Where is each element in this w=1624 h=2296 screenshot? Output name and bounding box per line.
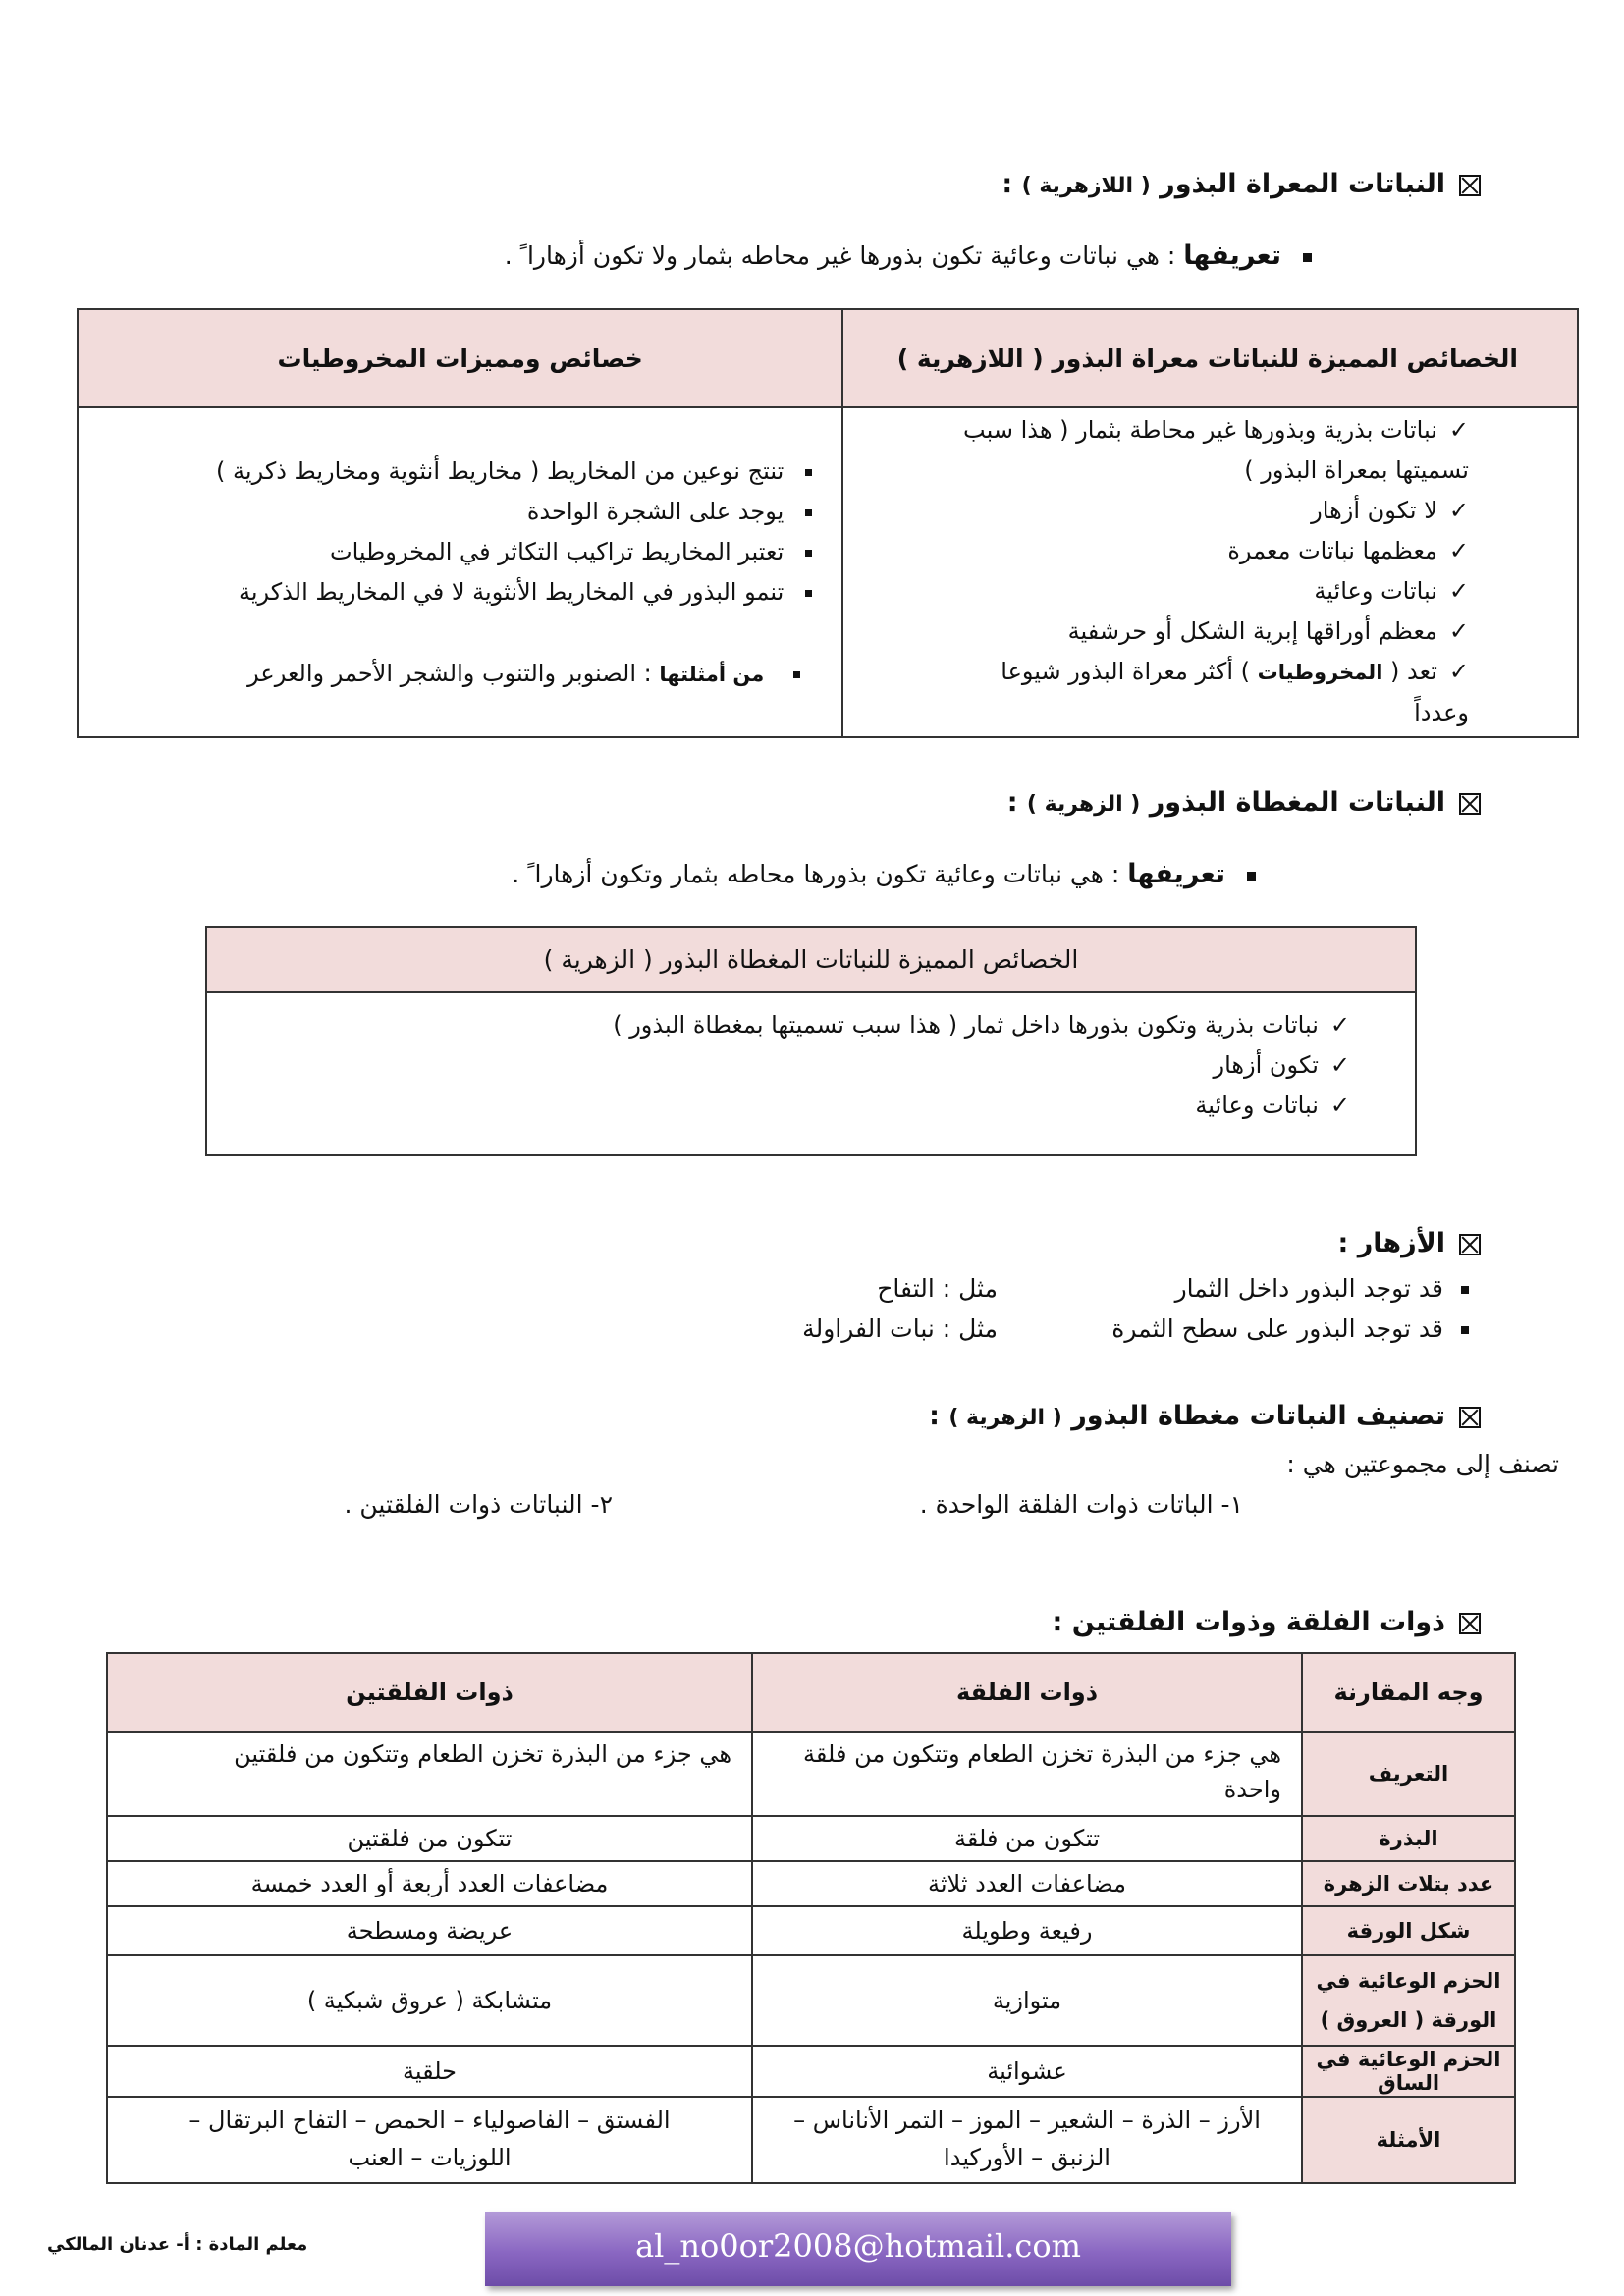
bullet-square-icon [805,550,812,557]
header-cell: ذوات الفلقتين [107,1653,752,1732]
table-row [107,1732,1515,1816]
table-row [107,2046,1515,2097]
item-text: لا تكون أزهار [1311,497,1437,524]
cell: مضاعفات العدد أربعة أو العدد خمسة [107,1861,752,1906]
bullet-square-icon [805,509,812,516]
cell: متوازية [752,1955,1302,2046]
item-text: نباتات وعائية [1314,577,1437,605]
angiosperm-table [205,926,1417,1156]
flowers-example-1: مثل : التفاح [877,1274,998,1303]
cell: الفستق – الفاصولياء – الحمص – التفاح البرتقال – اللوزيات – العنب [107,2097,752,2183]
table-row [107,1906,1515,1955]
header-cell: ذوات الفلقة [752,1653,1302,1732]
check-icon: ✓ [1448,658,1469,685]
bullet-square-icon [805,469,812,476]
bullet-square-icon [1303,253,1312,262]
teacher-name: معلم المادة : أ- عدنان المالكي [47,2234,308,2255]
table-row [107,1955,1515,2046]
row-text: قد توجد البذور على سطح الثمرة [1111,1314,1443,1343]
check-icon: ✓ [1448,577,1469,605]
item-text: نباتات بذرية وبذورها غير محاطة بثمار ( هذا سبب تسميتها بمعراة البذور ) [963,416,1469,484]
list-item [951,491,1469,531]
examples-text: : الصنوبر والتنوب والشجر الأحمر والعرعر [247,660,660,687]
classification-group-1: ١- الباتات ذوات الفلقة الواحدة . [919,1490,1243,1519]
list-item [951,571,1469,612]
list-item [98,452,812,492]
classification-group-2: ٢- النباتات ذوات الفلقتين . [344,1490,613,1519]
item-text: تعتبر المخاريط تراكيب التكاثر في المخروطيات [330,538,785,565]
item-text: تكون أزهار [1213,1051,1319,1079]
heading-text: تصنيف النباتات مغطاة البذور [1071,1401,1445,1431]
table-row [107,1816,1515,1861]
item-text-pre: تعد ( [1382,658,1437,685]
cell: تتكون من فلقة [752,1816,1302,1861]
heading-paren: ( الزهرية ) [948,1406,1062,1430]
check-icon: ✓ [1329,1051,1350,1079]
definition-label: تعريفها [1183,240,1281,271]
list-item [951,531,1469,571]
bullet-square-icon [1461,1326,1469,1334]
row-label: عدد بتلات الزهرة [1302,1861,1515,1906]
row-label: الحزم الوعائية في الساق [1302,2046,1515,2097]
check-icon: ✓ [1329,1011,1350,1039]
table-row [107,1861,1515,1906]
definition-text: : هي نباتات وعائية تكون بذورها محاطه بثمار وتكون أزهارا ً . [512,860,1128,888]
heading-text: الأزهار [1357,1228,1445,1258]
list-item [98,654,812,695]
heading-suffix: : [1001,169,1022,199]
comparison-table [106,1652,1516,2184]
table1-right-header: الخصائص المميزة للنباتات معراة البذور ( اللازهرية ) [842,309,1578,407]
list-item [951,612,1469,652]
table1-left-header: خصائص ومميزات المخروطيات [78,309,842,407]
check-icon: ✓ [1329,1092,1350,1119]
bullet-square-icon [1461,1286,1469,1294]
check-icon: ✓ [1448,617,1469,645]
table1-right-cell [842,407,1578,737]
item-text: معظم أوراقها إبرية الشكل أو حرشفية [1067,617,1437,645]
checkbox-x-icon [1459,175,1481,196]
table2-header: الخصائص المميزة للنباتات المغطاة البذور ( الزهرية ) [206,927,1416,992]
item-text: معظمها نباتات معمرة [1227,537,1437,564]
examples-label: من أمثلتها [659,663,765,686]
list-item [951,410,1469,491]
table1-left-cell [78,407,842,737]
row-label: الأمثلة [1302,2097,1515,2183]
flowers-row-1 [1175,1274,1469,1303]
list-item [227,1005,1350,1045]
email-text[interactable]: al_no0or2008@hotmail.com [635,2227,1081,2265]
item-text: تنتج نوعين من المخاريط ( مخاريط أنثوية ومخاريط ذكرية ) [216,457,785,485]
bullet-square-icon [793,671,800,678]
section-heading-angiosperms [1007,787,1481,818]
classification-intro: تصنف إلى مجموعتين هي : [1286,1450,1559,1478]
heading-text: ذوات الفلقة وذوات الفلقتين [1071,1607,1445,1637]
row-text: قد توجد البذور داخل الثمار [1174,1274,1443,1303]
cell: تتكون من فلقتين [107,1816,752,1861]
list-item [227,1045,1350,1086]
checkbox-x-icon [1459,1234,1481,1255]
flowers-row-2 [1111,1314,1469,1343]
cell: مضاعفات العدد ثلاثة [752,1861,1302,1906]
heading-suffix: : [1052,1607,1072,1637]
heading-paren: ( اللازهرية ) [1021,174,1151,198]
definition-line [512,859,1256,889]
section-heading-classification [929,1401,1481,1431]
heading-suffix: : [1337,1228,1358,1258]
row-label: البذرة [1302,1816,1515,1861]
bullet-square-icon [805,590,812,597]
item-text: نباتات بذرية وتكون بذورها داخل ثمار ( هذا سبب تسميتها بمغطاة البذور ) [613,1011,1319,1039]
heading-suffix: : [1006,787,1027,818]
section-heading-flowers [1337,1228,1481,1258]
bullet-square-icon [1247,872,1256,881]
checkbox-x-icon [1459,1407,1481,1428]
list-item [951,652,1469,733]
list-item [98,572,812,613]
cell: متشابكة ( عروق شبكية ) [107,1955,752,2046]
definition-text: : هي نباتات وعائية تكون بذورها غير محاطه بثمار ولا تكون أزهارا ً . [504,241,1184,270]
header-cell: وجه المقارنة [1302,1653,1515,1732]
row-label: شكل الورقة [1302,1906,1515,1955]
cell: حلقية [107,2046,752,2097]
cell: هي جزء من البذرة تخزن الطعام وتتكون من فلقتين [107,1732,752,1816]
checkbox-x-icon [1459,1613,1481,1634]
item-text: تنمو البذور في المخاريط الأنثوية لا في المخاريط الذكرية [238,578,785,606]
definition-label: تعريفها [1127,859,1225,889]
check-icon: ✓ [1448,497,1469,524]
email-banner [485,2212,1231,2286]
cell: رفيعة وطويلة [752,1906,1302,1955]
check-icon: ✓ [1448,537,1469,564]
list-item [227,1086,1350,1126]
heading-text: النباتات المغطاة البذور [1149,787,1445,818]
row-label: التعريف [1302,1732,1515,1816]
cell: الأرز – الذرة – الشعير – الموز – التمر الأناناس – الزنبق – الأوركيدا [752,2097,1302,2183]
cell: هي جزء من البذرة تخزن الطعام وتتكون من فلقة واحدة [752,1732,1302,1816]
heading-paren: ( الزهرية ) [1026,792,1141,817]
item-text-post: ) أكثر معراة البذور شيوعا وعدداً [1001,658,1469,726]
section-heading-gymnosperms [1001,169,1481,199]
heading-text: النباتات المعراة البذور [1160,169,1445,199]
flowers-example-2: مثل : نبات الفراولة [802,1314,998,1343]
table2-cell [206,992,1416,1155]
cell: عشوائية [752,2046,1302,2097]
cell: عريضة ومسطحة [107,1906,752,1955]
item-text: يوجد على الشجرة الواحدة [526,498,785,525]
check-icon: ✓ [1448,416,1469,444]
row-label: الحزم الوعائية في الورقة ( العروق ) [1302,1955,1515,2046]
table-row [107,2097,1515,2183]
item-text: نباتات وعائية [1195,1092,1319,1119]
heading-suffix: : [929,1401,949,1431]
list-item [98,492,812,532]
section-heading-comparison [1052,1607,1481,1637]
list-item [98,532,812,572]
definition-line [505,240,1312,271]
item-text-bold: المخروطيات [1257,661,1383,684]
checkbox-x-icon [1459,793,1481,815]
gymnosperm-table [77,308,1579,738]
